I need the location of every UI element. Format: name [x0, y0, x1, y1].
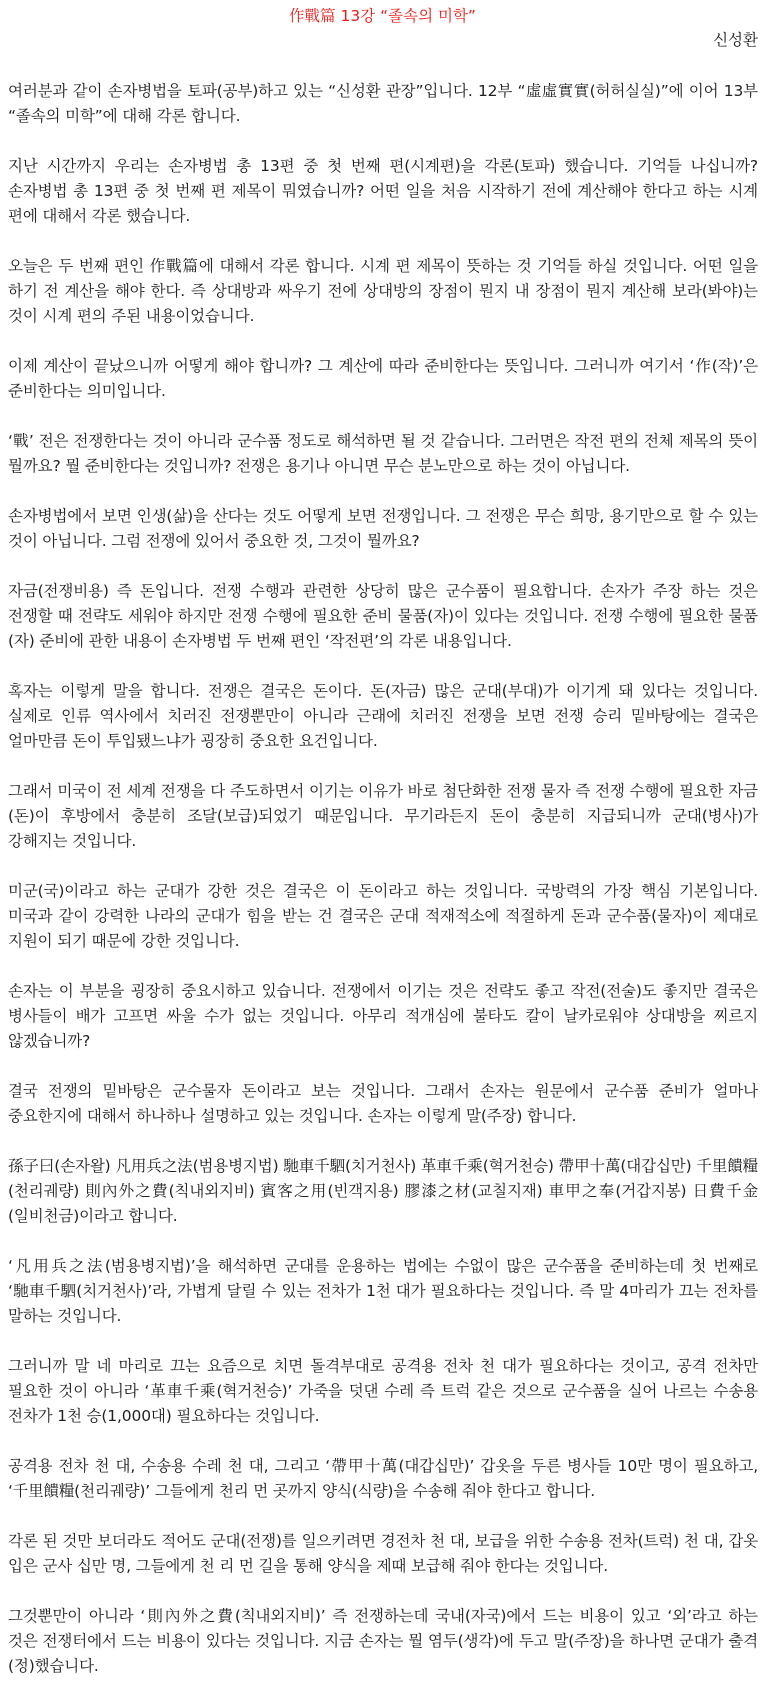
paragraph-16: 공격용 전차 천 대, 수송용 수레 천 대, 그리고 ‘帶甲十萬(대갑십만)’ 갑옷을 두른 병사들 10만 명이 필요하고, ‘千里饋糧(천리궤량)’ 그들에게 천리 먼 곳까지 양식(식량)을 수송해 줘야 한다고 합니다. — [8, 1457, 758, 1500]
document-author: 신성환 — [713, 31, 758, 49]
paragraph-1: 여러분과 같이 손자병법을 토파(공부)하고 있는 “신성환 관장”입니다. 12부 “虛虛實實(허허실실)”에 이어 13부 “졸속의 미학”에 대해 각론 합니다. — [8, 82, 758, 125]
paragraph-8: 혹자는 이렇게 말을 합니다. 전쟁은 결국은 돈이다. 돈(자금) 많은 군대(부대)가 이기게 돼 있다는 것입니다. 실제로 인류 역사에서 치러진 전쟁뿐만이 아니라 근래에 치러진 전쟁을 보면 전쟁 승리 밑바탕에는 결국은 얼마만큼 돈이 투입됐느냐가 굉장히 중요한 요건입니다. — [8, 682, 758, 750]
paragraph-18: 그것뿐만이 아니라 ‘則內外之費(칙내외지비)’ 즉 전쟁하는데 국내(자국)에서 드는 비용이 있고 ‘외’라고 하는 것은 전쟁터에서 드는 비용이 있다는 것입니다. 지금 손자는 뭘 염두(생각)에 두고 말(주장)을 하나면 군대가 출격(정)했습니다. — [8, 1607, 758, 1675]
paragraph-9: 그래서 미국이 전 세계 전쟁을 다 주도하면서 이기는 이유가 바로 첨단화한 전쟁 물자 즉 전쟁 수행에 필요한 자금(돈)이 후방에서 충분히 조달(보급)되었기 때문입니다. 무기라든지 돈이 충분히 지급되니까 군대(병사)가 강해지는 것입니다. — [8, 782, 758, 850]
paragraph-3: 오늘은 두 번째 편인 作戰篇에 대해서 각론 합니다. 시계 편 제목이 뜻하는 것 기억들 하실 것입니다. 어떤 일을 하기 전 계산을 해야 한다. 즉 상대방과 싸우기 전에 상대방의 장점이 뭔지 내 장점이 뭔지 계산해 보라(봐야)는 것이 시계 편의 주된 내용이었습니다. — [8, 257, 758, 325]
document-title: 作戰篇 13강 “졸속의 미학” — [289, 7, 476, 25]
paragraph-15: 그러니까 말 네 마리로 끄는 요즘으로 치면 돌격부대로 공격용 전차 천 대가 필요하다는 것이고, 공격 전차만 필요한 것이 아니라 ‘革車千乘(혁거천승)’ 가죽을 덧댄 수레 즉 트럭 같은 것으로 군수품을 실어 나르는 수송용 전차가 1천 승(1,000대) 필요하다는 것입니다. — [8, 1357, 758, 1425]
paragraph-6: 손자병법에서 보면 인생(삶)을 산다는 것도 어떻게 보면 전쟁입니다. 그 전쟁은 무슨 희망, 용기만으로 할 수 있는 것이 아닙니다. 그럼 전쟁에 있어서 중요한 것, 그것이 뭘까요? — [8, 507, 758, 550]
paragraph-17: 각론 된 것만 보더라도 적어도 군대(전쟁)를 일으키려면 경전차 천 대, 보급을 위한 수송용 전차(트럭) 천 대, 갑옷 입은 군사 십만 명, 그들에게 천 리 먼 길을 통해 양식을 제때 보급해 줘야 한다는 것입니다. — [8, 1532, 758, 1575]
paragraph-5: ‘戰’ 전은 전쟁한다는 것이 아니라 군수품 정도로 해석하면 될 것 같습니다. 그러면은 작전 편의 전체 제목의 뜻이 뭘까요? 뭘 준비한다는 것입니까? 전쟁은 용기나 아니면 무슨 분노만으로 하는 것이 아닙니다. — [8, 432, 758, 475]
paragraph-7: 자금(전쟁비용) 즉 돈입니다. 전쟁 수행과 관련한 상당히 많은 군수품이 필요합니다. 손자가 주장 하는 것은 전쟁할 때 전략도 세워야 하지만 전쟁 수행에 필요한 준비 물품(자)이 있다는 것입니다. 전쟁 수행에 필요한 물품(자) 준비에 관한 내용이 손자병법 두 번째 편인 ‘작전편’의 각론 내용입니다. — [8, 582, 758, 650]
paragraph-12: 결국 전쟁의 밑바탕은 군수물자 돈이라고 보는 것입니다. 그래서 손자는 원문에서 군수품 준비가 얼마나 중요한지에 대해서 하나하나 설명하고 있는 것입니다. 손자는 이렇게 말(주장) 합니다. — [8, 1082, 758, 1125]
paragraph-11: 손자는 이 부분을 굉장히 중요시하고 있습니다. 전쟁에서 이기는 것은 전략도 좋고 작전(전술)도 좋지만 결국은 병사들이 배가 고프면 싸울 수가 없는 것입니다. 아무리 적개심에 불타도 칼이 날카로워야 상대방을 찌르지 않겠습니까? — [8, 982, 758, 1050]
paragraph-10: 미군(국)이라고 하는 군대가 강한 것은 결국은 이 돈이라고 하는 것입니다. 국방력의 가장 핵심 기본입니다. 미국과 같이 강력한 나라의 군대가 힘을 받는 건 결국은 군대 적재적소에 적절하게 돈과 군수품(물자)이 제대로 지원이 되기 때문에 강한 것입니다. — [8, 882, 758, 950]
paragraph-14: ‘凡用兵之法(범용병지법)’을 해석하면 군대를 운용하는 법에는 수없이 많은 군수품을 준비하는데 첫 번째로 ‘馳車千駟(치거천사)’라, 가볍게 달릴 수 있는 전차가 1천 대가 필요하다는 것입니다. 즉 말 4마리가 끄는 전차를 말하는 것입니다. — [8, 1257, 758, 1325]
paragraph-2: 지난 시간까지 우리는 손자병법 총 13편 중 첫 번째 편(시계편)을 각론(토파) 했습니다. 기억들 나십니까? 손자병법 총 13편 중 첫 번째 편 제목이 뭐였습니까? 어떤 일을 처음 시작하기 전에 계산해야 한다고 하는 시계 편에 대해서 각론 했습니다. — [8, 157, 758, 225]
paragraph-13: 孫子曰(손자왈) 凡用兵之法(범용병지법) 馳車千駟(치거천사) 革車千乘(혁거천승) 帶甲十萬(대갑십만) 千里饋糧(천리궤량) 則內外之費(칙내외지비) 賓客之用(빈객지용) 膠漆之材(교칠지재) 車甲之奉(거갑지봉) 日費千金(일비천금)이라고 합니다. — [8, 1157, 758, 1225]
paragraph-4: 이제 계산이 끝났으니까 어떻게 해야 합니까? 그 계산에 따라 준비한다는 뜻입니다. 그러니까 여기서 ‘作(작)’은 준비한다는 의미입니다. — [8, 357, 758, 400]
document-body — [8, 79, 758, 1697]
